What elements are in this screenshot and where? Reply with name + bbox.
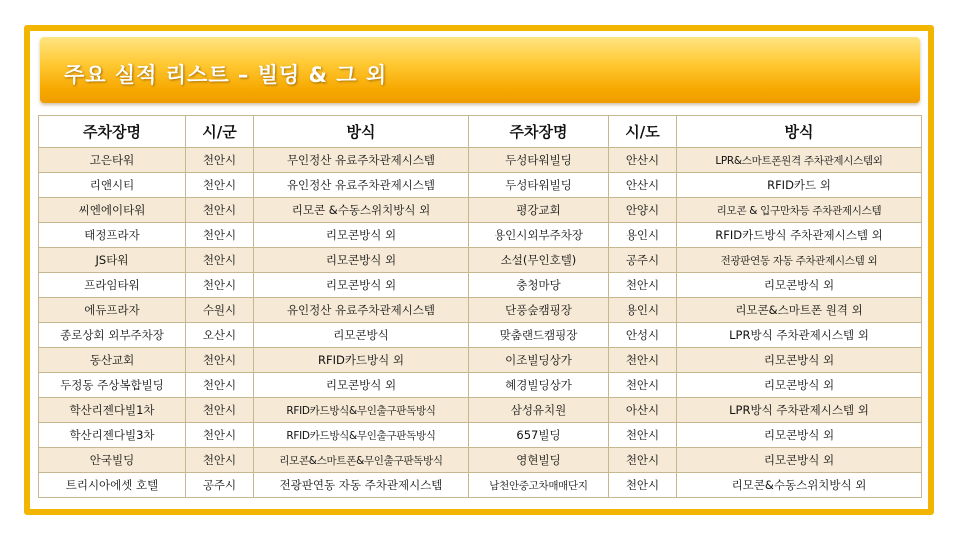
parking-name-cell: 두성타워빌딩 bbox=[469, 173, 609, 198]
city-cell: 천안시 bbox=[186, 248, 254, 273]
header-parking-name-1: 주차장명 bbox=[39, 116, 186, 148]
slide-title: 주요 실적 리스트 – 빌딩 & 그 외 bbox=[64, 63, 388, 87]
city-cell: 공주시 bbox=[186, 473, 254, 498]
parking-name-cell: 학산리젠다빌1차 bbox=[39, 398, 186, 423]
parking-name-cell: 남천안중고차매매단지 bbox=[469, 473, 609, 498]
title-bar bbox=[40, 37, 920, 103]
table-row bbox=[39, 448, 922, 473]
method-cell: 리모콘방식 외 bbox=[677, 373, 922, 398]
table-row bbox=[39, 398, 922, 423]
city-cell: 천안시 bbox=[186, 423, 254, 448]
parking-name-cell: 고은타워 bbox=[39, 148, 186, 173]
parking-name-cell: 에듀프라자 bbox=[39, 298, 186, 323]
method-cell: 전광판연동 자동 주차관제시스템 외 bbox=[677, 248, 922, 273]
parking-name-cell: 맞춤랜드캠핑장 bbox=[469, 323, 609, 348]
header-method-2: 방식 bbox=[677, 116, 922, 148]
results-table bbox=[38, 115, 922, 498]
city-cell: 천안시 bbox=[609, 423, 677, 448]
method-cell: 리모콘방식 외 bbox=[254, 248, 469, 273]
city-cell: 오산시 bbox=[186, 323, 254, 348]
parking-name-cell: 영현빌딩 bbox=[469, 448, 609, 473]
method-cell: 리모콘방식 외 bbox=[254, 373, 469, 398]
method-cell: 유인정산 유료주차관제시스템 bbox=[254, 298, 469, 323]
table-row bbox=[39, 173, 922, 198]
method-cell: 리모콘&스마트폰&무인출구판독방식 bbox=[254, 448, 469, 473]
city-cell: 공주시 bbox=[609, 248, 677, 273]
table-row bbox=[39, 298, 922, 323]
parking-name-cell: 안국빌딩 bbox=[39, 448, 186, 473]
parking-name-cell: 동산교회 bbox=[39, 348, 186, 373]
method-cell: RFID카드방식&무인출구판독방식 bbox=[254, 423, 469, 448]
header-method-1: 방식 bbox=[254, 116, 469, 148]
parking-name-cell: 씨엔에이타워 bbox=[39, 198, 186, 223]
method-cell: RFID카드 외 bbox=[677, 173, 922, 198]
city-cell: 안양시 bbox=[609, 198, 677, 223]
city-cell: 안성시 bbox=[609, 323, 677, 348]
slide-frame bbox=[24, 25, 934, 515]
city-cell: 천안시 bbox=[186, 373, 254, 398]
method-cell: 리모콘방식 외 bbox=[677, 273, 922, 298]
city-cell: 천안시 bbox=[609, 448, 677, 473]
city-cell: 천안시 bbox=[609, 273, 677, 298]
table-row bbox=[39, 373, 922, 398]
city-cell: 안산시 bbox=[609, 173, 677, 198]
city-cell: 천안시 bbox=[186, 198, 254, 223]
parking-name-cell: 용인시외부주차장 bbox=[469, 223, 609, 248]
city-cell: 용인시 bbox=[609, 298, 677, 323]
city-cell: 천안시 bbox=[609, 348, 677, 373]
method-cell: 리모콘 & 입구만차등 주차관제시스템 bbox=[677, 198, 922, 223]
table-row bbox=[39, 323, 922, 348]
parking-name-cell: 657빌딩 bbox=[469, 423, 609, 448]
city-cell: 천안시 bbox=[186, 273, 254, 298]
parking-name-cell: 삼성유치원 bbox=[469, 398, 609, 423]
parking-name-cell: 트리시아에셋 호텔 bbox=[39, 473, 186, 498]
parking-name-cell: 소설(무인호텔) bbox=[469, 248, 609, 273]
city-cell: 천안시 bbox=[186, 148, 254, 173]
table-row bbox=[39, 423, 922, 448]
table-row bbox=[39, 273, 922, 298]
method-cell: RFID카드방식 외 bbox=[254, 348, 469, 373]
city-cell: 천안시 bbox=[186, 398, 254, 423]
city-cell: 안산시 bbox=[609, 148, 677, 173]
method-cell: 리모콘&스마트폰 원격 외 bbox=[677, 298, 922, 323]
table-row bbox=[39, 248, 922, 273]
method-cell: RFID카드방식&무인출구판독방식 bbox=[254, 398, 469, 423]
table-row bbox=[39, 348, 922, 373]
method-cell: LPR방식 주차관제시스템 외 bbox=[677, 398, 922, 423]
table-header-row bbox=[39, 116, 922, 148]
city-cell: 아산시 bbox=[609, 398, 677, 423]
parking-name-cell: JS타워 bbox=[39, 248, 186, 273]
method-cell: 무인정산 유료주차관제시스템 bbox=[254, 148, 469, 173]
method-cell: 리모콘방식 외 bbox=[677, 448, 922, 473]
method-cell: LPR&스마트폰원격 주차관제시스템외 bbox=[677, 148, 922, 173]
parking-name-cell: 프라임타워 bbox=[39, 273, 186, 298]
method-cell: LPR방식 주차관제시스템 외 bbox=[677, 323, 922, 348]
city-cell: 천안시 bbox=[186, 348, 254, 373]
method-cell: 유인정산 유료주차관제시스템 bbox=[254, 173, 469, 198]
method-cell: 리모콘방식 외 bbox=[677, 423, 922, 448]
method-cell: 전광판연동 자동 주차관제시스템 bbox=[254, 473, 469, 498]
city-cell: 수원시 bbox=[186, 298, 254, 323]
parking-name-cell: 충청마당 bbox=[469, 273, 609, 298]
parking-name-cell: 종로상회 외부주차장 bbox=[39, 323, 186, 348]
header-city-1: 시/군 bbox=[186, 116, 254, 148]
table-row bbox=[39, 223, 922, 248]
method-cell: 리모콘&수동스위치방식 외 bbox=[677, 473, 922, 498]
parking-name-cell: 리앤시티 bbox=[39, 173, 186, 198]
method-cell: 리모콘방식 bbox=[254, 323, 469, 348]
parking-name-cell: 단풍숲캠핑장 bbox=[469, 298, 609, 323]
method-cell: RFID카드방식 주차관제시스템 외 bbox=[677, 223, 922, 248]
header-parking-name-2: 주차장명 bbox=[469, 116, 609, 148]
parking-name-cell: 태정프라자 bbox=[39, 223, 186, 248]
method-cell: 리모콘방식 외 bbox=[254, 273, 469, 298]
parking-name-cell: 학산리젠다빌3차 bbox=[39, 423, 186, 448]
header-city-2: 시/도 bbox=[609, 116, 677, 148]
table-row bbox=[39, 473, 922, 498]
city-cell: 천안시 bbox=[609, 373, 677, 398]
city-cell: 천안시 bbox=[186, 223, 254, 248]
parking-name-cell: 혜경빌딩상가 bbox=[469, 373, 609, 398]
parking-name-cell: 두정동 주상복합빌딩 bbox=[39, 373, 186, 398]
method-cell: 리모콘 &수동스위치방식 외 bbox=[254, 198, 469, 223]
parking-name-cell: 평강교회 bbox=[469, 198, 609, 223]
parking-name-cell: 이조빌딩상가 bbox=[469, 348, 609, 373]
city-cell: 천안시 bbox=[186, 448, 254, 473]
table-row bbox=[39, 198, 922, 223]
city-cell: 천안시 bbox=[186, 173, 254, 198]
city-cell: 용인시 bbox=[609, 223, 677, 248]
table-row bbox=[39, 148, 922, 173]
method-cell: 리모콘방식 외 bbox=[677, 348, 922, 373]
method-cell: 리모콘방식 외 bbox=[254, 223, 469, 248]
parking-name-cell: 두성타워빌딩 bbox=[469, 148, 609, 173]
city-cell: 천안시 bbox=[609, 473, 677, 498]
